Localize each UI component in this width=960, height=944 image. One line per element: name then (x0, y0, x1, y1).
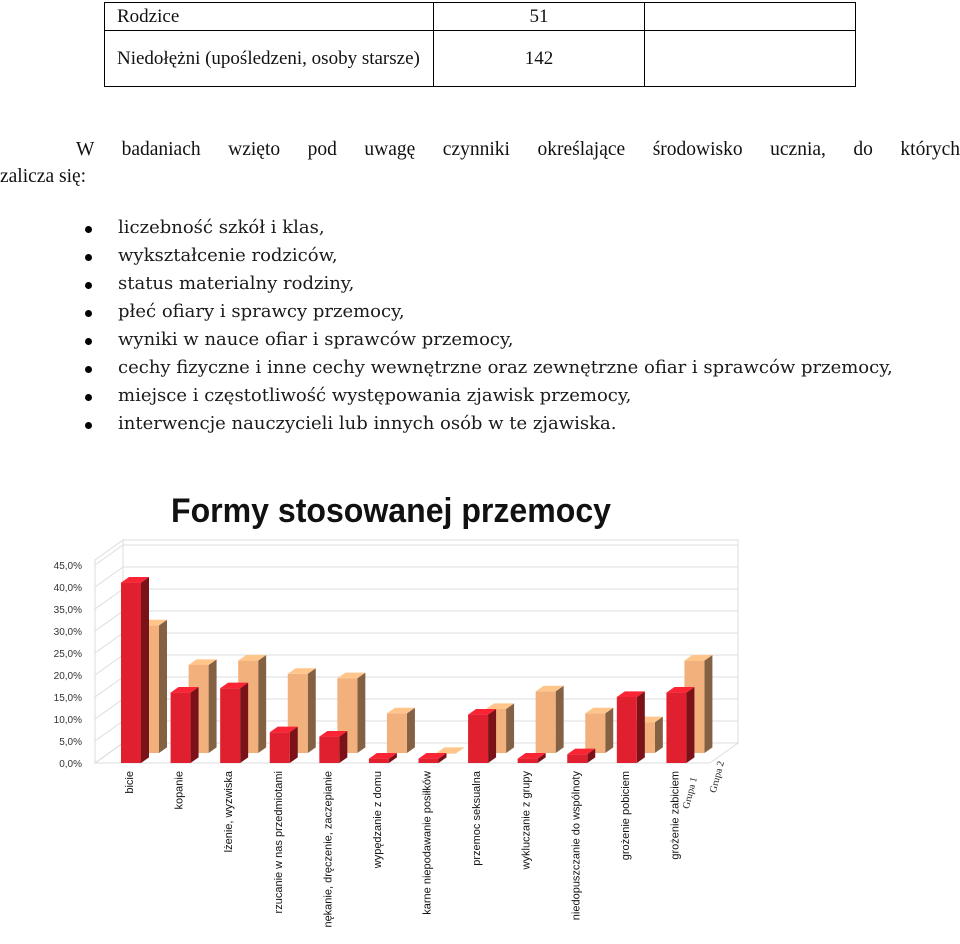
table-cell-label: Rodzice (105, 3, 434, 31)
bar-grupa-1 (121, 583, 141, 763)
list-item-text: liczebność szkół i klas, (118, 217, 325, 238)
bar-grupa-2-side (258, 655, 266, 753)
bar-grupa-2-side (308, 668, 316, 753)
table-cell-label: Niedołężni (upośledzeni, osoby starsze) (105, 31, 434, 87)
y-axis (54, 561, 82, 770)
list-item (82, 298, 952, 326)
list-item (82, 326, 952, 354)
x-axis (124, 770, 681, 927)
y-tick-label: 0,0% (59, 759, 82, 770)
bar-grupa-2-side (506, 703, 514, 753)
list-item-text: płeć ofiary i sprawcy przemocy, (118, 301, 405, 322)
x-tick-label: grożenie zabiciem (669, 771, 682, 860)
bar-grupa-1-side (290, 727, 298, 763)
legend-series-label: Grupa 1 (680, 775, 700, 811)
bar-grupa-2-side (556, 686, 564, 753)
gridline (95, 545, 123, 565)
table-cell-value: 51 (434, 3, 645, 31)
bar-grupa-1 (518, 759, 538, 763)
x-tick-label: niedopuszczanie do wspólnoty (570, 771, 583, 921)
x-tick-label: grożenie pobiciem (619, 771, 632, 861)
bar-grupa-1 (617, 697, 637, 763)
table-row (105, 31, 856, 87)
bar-grupa-2-side (655, 717, 663, 753)
list-item-text: miejsce i częstotliwość występowania zjawisk przemocy, (118, 385, 632, 406)
bar-grupa-1-side (240, 683, 248, 763)
gridline (95, 721, 123, 741)
list-item (82, 270, 952, 298)
bullet-icon (85, 282, 92, 289)
bar-grupa-1 (468, 715, 488, 763)
bar-grupa-1-side (339, 731, 347, 763)
y-tick-label: 15,0% (53, 693, 82, 704)
table-cell-value: 142 (434, 31, 645, 87)
list-item (82, 214, 952, 242)
bar-grupa-2 (536, 691, 556, 753)
chart-side-wall (95, 540, 123, 763)
bar-grupa-1 (419, 759, 439, 763)
x-tick-label: rzucanie w nas przedmiotami (272, 771, 285, 914)
bar-grupa-1 (171, 693, 191, 763)
bar-grupa-1 (319, 737, 339, 763)
x-tick-label: karne niepodawanie posiłków (421, 771, 434, 915)
bar-grupa-1 (220, 688, 240, 763)
y-tick-label: 45,0% (53, 561, 82, 572)
intro-paragraph (0, 136, 960, 190)
list-item-text: wyniki w nauce ofiar i sprawców przemocy, (118, 329, 514, 350)
intro-line-2: zalicza się: (0, 166, 87, 187)
bar-grupa-2-side (407, 708, 415, 753)
bullet-icon (85, 310, 92, 317)
bar-grupa-2-side (159, 620, 167, 753)
gridline (95, 567, 123, 587)
list-item (82, 382, 952, 410)
list-item-text: wykształcenie rodziców, (118, 245, 338, 266)
bar-grupa-2-side (357, 673, 365, 753)
bar-grupa-1 (369, 759, 389, 763)
bar-grupa-2-side (209, 659, 217, 753)
y-tick-label: 40,0% (53, 583, 82, 594)
bar-grupa-2-side (605, 708, 613, 753)
bar-grupa-2-side (704, 655, 712, 753)
bar-grupa-1-side (141, 577, 149, 763)
x-tick-label: nękanie, dręczenie, zaczepianie (322, 771, 335, 928)
bar-grupa-2-top (437, 747, 465, 753)
list-item-text: interwencje nauczycieli lub innych osób w te zjawiska. (118, 413, 617, 434)
bullet-icon (85, 366, 92, 373)
bar-grupa-1-side (686, 687, 694, 763)
list-item-text: cechy fizyczne i inne cechy wewnętrzne oraz zewnętrzne ofiar i sprawców przemocy, (118, 357, 893, 378)
bar-grupa-1-side (637, 691, 645, 763)
y-tick-label: 25,0% (53, 649, 82, 660)
x-tick-label: lżenie, wyzwiska (223, 771, 236, 853)
factor-list (82, 214, 952, 438)
x-tick-label: kopanie (173, 771, 186, 810)
chart-title: Formy stosowanej przemocy (171, 492, 612, 530)
y-tick-label: 20,0% (53, 671, 82, 682)
list-item (82, 354, 952, 382)
x-tick-label: wypędzanie z domu (371, 771, 384, 869)
gridline (95, 633, 123, 653)
bullet-icon (85, 422, 92, 429)
gridline (95, 743, 123, 763)
table-cell-empty (645, 3, 856, 31)
list-item (82, 242, 952, 270)
x-tick-label: wykluczanie z grupy (520, 771, 533, 870)
bar-grupa-1 (567, 754, 587, 763)
y-tick-label: 35,0% (53, 605, 82, 616)
bar-grupa-2 (387, 713, 407, 753)
x-tick-label: przemoc seksualna (471, 771, 484, 866)
gridline (95, 677, 123, 697)
gridline (95, 589, 123, 609)
y-tick-label: 10,0% (53, 715, 82, 726)
list-item (82, 410, 952, 438)
bullet-icon (85, 338, 92, 345)
table-row (105, 3, 856, 31)
bar-grupa-1 (270, 732, 290, 763)
intro-line-1: W badaniach wzięto pod uwagę czynniki określające środowisko ucznia, do których (76, 139, 960, 160)
y-tick-label: 5,0% (59, 737, 82, 748)
legend-series-label: Grupa 2 (707, 759, 727, 795)
bullet-icon (85, 254, 92, 261)
chart-legend (681, 760, 727, 810)
bullet-icon (85, 394, 92, 401)
gridline (95, 699, 123, 719)
bar-grupa-2 (585, 713, 605, 753)
table-cell-empty (645, 31, 856, 87)
chart-bars (121, 577, 712, 763)
bar-grupa-1-side (488, 709, 496, 763)
x-tick-label: bicie (124, 771, 136, 794)
y-tick-label: 30,0% (53, 627, 82, 638)
bar-grupa-1 (666, 693, 686, 763)
gridline (95, 611, 123, 631)
bar-grupa-1-side (191, 687, 199, 763)
list-item-text: status materialny rodziny, (118, 273, 355, 294)
data-table (104, 2, 856, 87)
gridline (95, 655, 123, 675)
violence-forms-chart (0, 480, 960, 944)
bullet-icon (85, 226, 92, 233)
